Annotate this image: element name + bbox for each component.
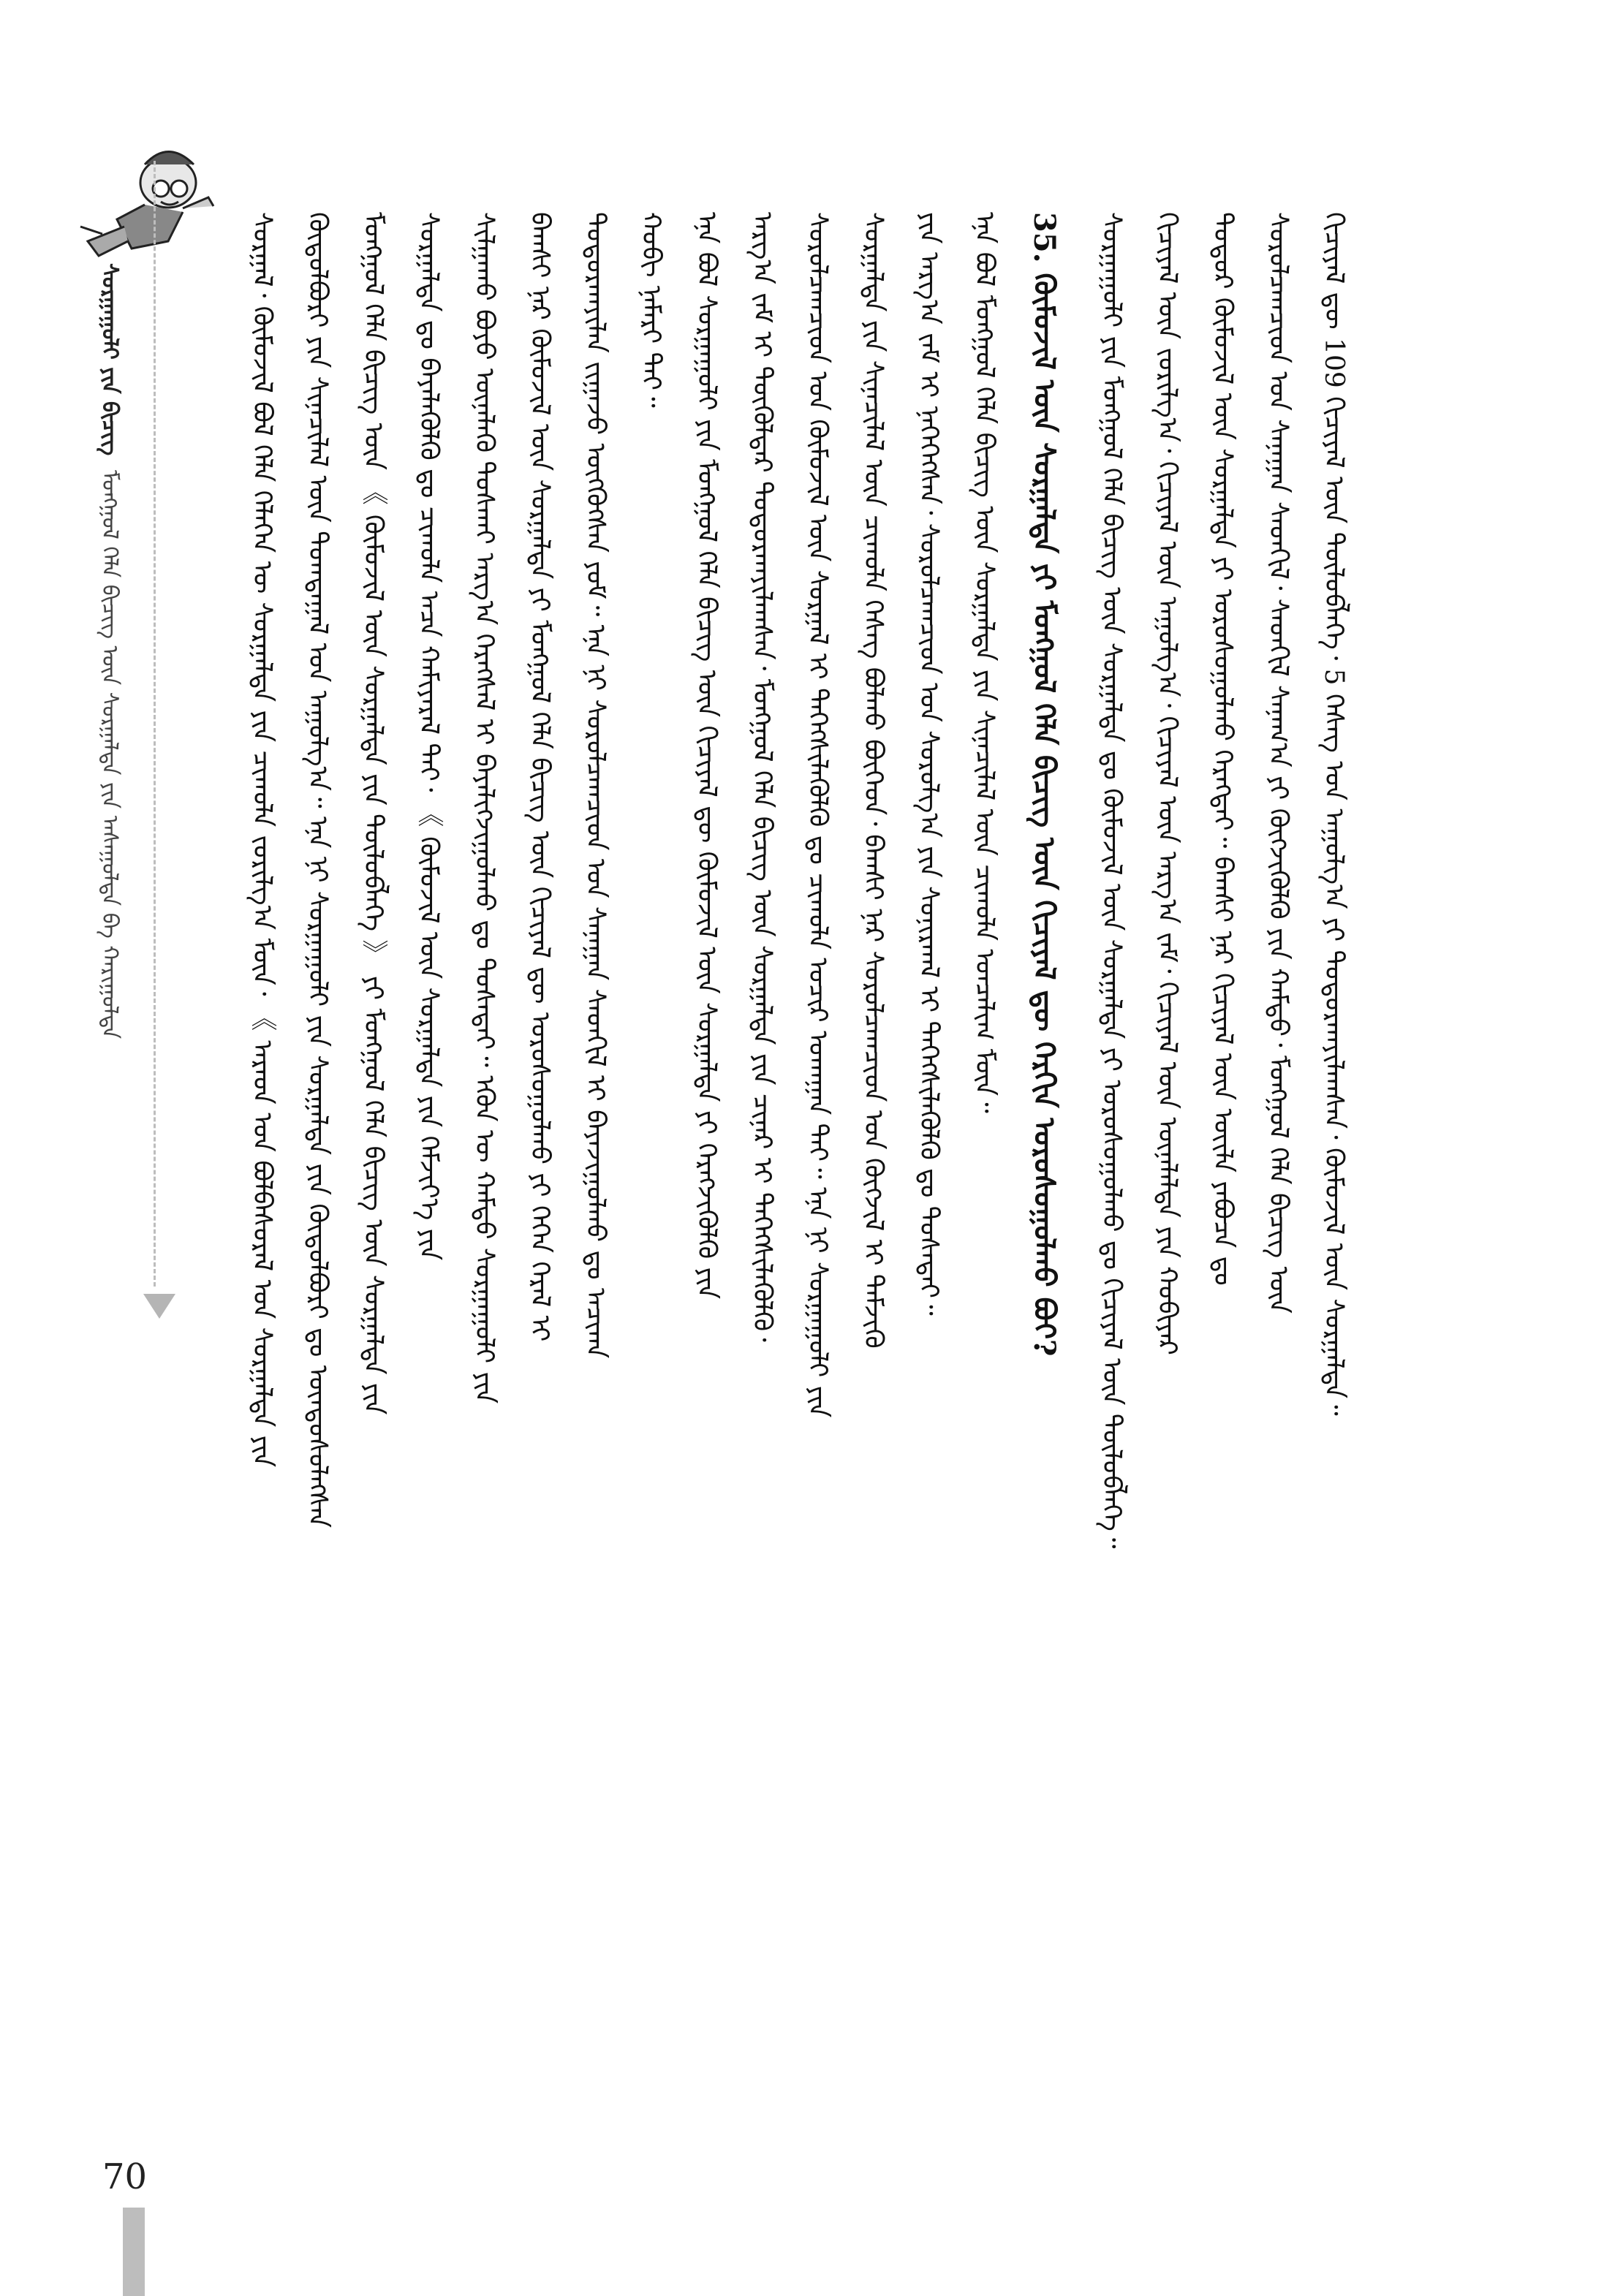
paragraph-1-line-7: ᠲᠣᠳᠤᠷᠬᠠᠶᠢᠯᠠᠨ ᠵᠢᠭᠠᠵᠤ ᠦᠭᠭᠦᠭᠰᠡᠨ ᠶᠤᠮ᠃ ᠡᠨᠡ ᠨᠢ ᠰᠤᠷᠤᠯᠴᠠᠭᠴᠢᠳ ᠤᠨ ᠰᠠᠨᠠᠭᠠᠨ ᠰᠡᠳᠬᠢᠯ ᠢ ᠪᠠᠶᠠᠵᠢᠭᠤᠯᠬᠤ ᠳᠤ ᠠᠴᠢᠬᠠ [580, 212, 610, 1359]
paragraph-1-line-6: ᠪᠠᠭᠰᠢ ᠨᠠᠷ ᠬᠦᠮᠦᠵᠢᠯ ᠦᠨ ᠰᠤᠷᠭᠠᠯᠲᠠ ᠶᠢ ᠮᠣᠩᠭᠣᠯ ᠬᠡᠯᠡ ᠪᠢᠴᠢᠭ ᠦᠨ ᠬᠢᠴᠢᠶᠡᠯ ᠳᠦ ᠤᠷᠤᠰᠤᠭᠤᠯᠬᠤ ᠶᠢ ᠭᠡᠭᠡᠨ ᠭᠡᠷᠡᠯ ᠢ [525, 212, 555, 1342]
paragraph-3-line-2: ᠬᠢᠴᠢᠶᠡᠯ ᠦᠨ ᠵᠣᠷᠢᠯᠭ᠎ᠠ᠂ ᠬᠢᠴᠢᠶᠡᠯ ᠦᠨ ᠠᠭᠤᠯᠭ᠎ᠠ᠂ ᠬᠢᠴᠢᠶᠡᠯ ᠦᠨ ᠠᠷᠭ᠎ᠠ ᠵᠠᠮ᠂ ᠬᠢᠴᠢᠶᠡᠯ ᠦᠨ ᠦᠨᠡᠯᠡᠯᠲᠡ ᠶᠢᠨ ᠬᠤᠪᠢᠶᠠᠷ [1152, 212, 1182, 1355]
page-number: 70 [102, 2156, 148, 2197]
question-heading: 35. ᠬᠦᠮᠦᠵᠢᠯ ᠦᠨ ᠰᠤᠷᠭᠠᠯᠲᠠ ᠶᠢ ᠮᠣᠩᠭᠣᠯ ᠬᠡᠯᠡ ᠪᠢᠴᠢᠭ ᠦᠨ ᠬᠢᠴᠢᠶᠡᠯ ᠳᠦ ᠬᠡᠷᠬᠢᠨ ᠤᠷᠤᠰᠤᠭᠤᠯᠬᠤ ᠪᠤᠢ? [1027, 212, 1062, 1357]
paragraph-1-line-5: ᠰᠢᠯᠭᠠᠬᠤ ᠪᠤᠶᠤ ᠦᠨᠡᠯᠡᠬᠦ ᠲᠤᠰᠬᠠᠢ ᠠᠷᠭ᠎ᠠ ᠬᠡᠷᠡᠭᠰᠡᠯ ᠢ ᠪᠠᠶᠠᠯᠢᠭ᠌ᠵᠢᠭᠤᠯᠬᠤ ᠳᠤ ᠲᠤᠰᠠᠲᠠᠢ᠃ ᠡᠭᠦᠨ ᠦ ᠬᠠᠮᠲᠤ ᠰᠤᠷᠭᠠᠭᠤᠯᠢ ᠶᠢᠨ [469, 212, 499, 1404]
header-title: ᠰᠤᠷᠭᠠᠭᠤᠯᠢ ᠶᠢᠨ ᠪᠢᠴᠢᠭ [97, 263, 123, 456]
running-header [80, 263, 139, 1301]
paragraph-2-line-3: ᠰᠤᠷᠤᠯᠴᠠᠭᠴᠢᠳ ᠤᠨ ᠬᠦᠮᠦᠵᠢᠯ ᠦᠨ ᠰᠤᠷᠭᠠᠯ ᠢ ᠳᠡᠭᠡᠭᠰᠢᠯᠡᠭᠦᠯᠬᠦ ᠳᠤ ᠴᠢᠬᠤᠯᠠ ᠤᠴᠢᠷ ᠤᠬᠠᠭᠠᠨ ᠲᠠᠢ᠃ ᠡᠨᠡ ᠨᠢ ᠰᠤᠷᠭᠠᠭᠤᠯᠢ ᠶᠢᠨ [803, 212, 833, 1418]
paragraph-2-line-1: ᠡᠨᠡ ᠪᠣᠯ ᠰᠤᠷᠭᠠᠭᠤᠯᠢ ᠶᠢᠨ ᠮᠣᠩᠭᠣᠯ ᠬᠡᠯᠡ ᠪᠢᠴᠢᠭ ᠦᠨ ᠬᠢᠴᠢᠶᠡᠯ ᠳᠦ ᠬᠦᠮᠦᠵᠢᠯ ᠦᠨ ᠰᠤᠷᠭᠠᠯᠲᠠ ᠶᠢ ᠬᠡᠷᠡᠭᠵᠢᠭᠦᠯᠬᠦ ᠶᠢᠨ [692, 212, 722, 1300]
paragraph-2-line-2: ᠠᠷᠭ᠎ᠠ ᠵᠠᠮ ᠢ ᠲᠥᠭᠦᠯᠳᠡᠷ ᠲᠣᠳᠤᠷᠬᠠᠶᠢᠯᠠᠭᠰᠠᠨ᠂ ᠮᠣᠩᠭᠣᠯ ᠬᠡᠯᠡ ᠪᠢᠴᠢᠭ ᠦᠨ ᠰᠤᠷᠭᠠᠯᠲᠠ ᠶᠢᠨ ᠴᠢᠨᠠᠷ ᠢ ᠳᠡᠭᠡᠭᠰᠢᠯᠡᠭᠦᠯᠬᠦ᠂ [747, 212, 777, 1342]
page-edge-bar [123, 2208, 145, 2296]
mascot-illustration [58, 132, 227, 278]
paragraph-2-line-4: ᠰᠤᠷᠭᠠᠯᠲᠠ ᠶᠢᠨ ᠰᠢᠨᠡᠴᠢᠯᠡᠯ ᠦᠨ ᠴᠢᠬᠤᠯᠠ ᠬᠡᠰᠡᠭ ᠪᠣᠯᠬᠤ ᠪᠥᠭᠡᠳ᠂ ᠪᠠᠭᠰᠢ ᠨᠠᠷ ᠰᠤᠷᠤᠯᠴᠠᠭᠴᠢᠳ ᠤᠨ ᠬᠥᠭᠵᠢᠯ ᠢ ᠳᠡᠮᠵᠢᠬᠦ [858, 212, 888, 1349]
paragraph-3-line-1: ᠰᠤᠷᠭᠠᠭᠤᠯᠢ ᠶᠢᠨ ᠮᠣᠩᠭᠣᠯ ᠬᠡᠯᠡ ᠪᠢᠴᠢᠭ ᠦᠨ ᠰᠤᠷᠭᠠᠯᠲᠠ ᠳᠤ ᠬᠦᠮᠦᠵᠢᠯ ᠦᠨ ᠰᠤᠷᠭᠠᠯᠲᠠ ᠶᠢ ᠤᠷᠤᠰᠤᠭᠤᠯᠬᠤ ᠳᠤ ᠬᠢᠴᠢᠶᠡᠯ ᠦᠨ ᠲᠥᠯᠥᠪᠯᠡᠭᠡ᠃ [1097, 212, 1127, 1549]
paragraph-3-line-4: ᠰᠤᠷᠤᠯᠴᠠᠭᠴᠢᠳ ᠤᠨ ᠰᠠᠨᠠᠭᠠᠨ ᠰᠡᠳᠬᠢᠯ᠂ ᠰᠡᠳᠬᠢᠯ ᠰᠠᠨᠠᠭ᠎ᠠ ᠶᠢ ᠬᠥᠭᠵᠢᠭᠦᠯᠬᠦ ᠶᠢᠨ ᠬᠠᠮᠲᠤ᠂ ᠮᠣᠩᠭᠣᠯ ᠬᠡᠯᠡ ᠪᠢᠴᠢᠭ ᠦᠨ [1263, 212, 1293, 1314]
paragraph-1-line-8: ᠬᠤᠪᠢ ᠨᠡᠮᠡᠷᠢ ᠲᠠᠢ᠃ [636, 212, 666, 408]
paragraph-3-line-3: ᠳᠣᠲᠣᠷ ᠬᠦᠮᠦᠵᠢᠯ ᠦᠨ ᠰᠤᠷᠭᠠᠯᠲᠠ ᠶᠢ ᠤᠷᠤᠰᠤᠭᠤᠯᠬᠤ ᠬᠡᠷᠡᠭᠲᠡᠢ᠃ ᠪᠠᠭᠰᠢ ᠨᠠᠷ ᠬᠢᠴᠢᠶᠡᠯ ᠦᠨ ᠦᠢᠯᠡ ᠶᠠᠪᠤᠴᠠ ᠳᠤ [1208, 212, 1238, 1286]
paragraph-3-line-5: ᠬᠢᠴᠢᠶᠡᠯ ᠳᠦ 109 ᠬᠢᠴᠢᠶᠡᠯ ᠦᠨ ᠲᠥᠯᠥᠪᠯᠡᠭᠡ᠂ 5 ᠬᠡᠰᠡᠭ ᠤᠨ ᠠᠭᠤᠯᠭ᠎ᠠ ᠶᠢ ᠲᠣᠳᠤᠷᠬᠠᠶᠢᠯᠠᠭᠰᠠᠨ᠂ ᠬᠦᠮᠦᠵᠢᠯ ᠦᠨ ᠰᠤᠷᠭᠠᠯᠲᠠ᠃ [1319, 212, 1349, 1416]
paragraph-1-line-4: ᠰᠤᠷᠭᠠᠯᠲᠠ ᠳᠤ ᠪᠡᠶᠡᠯᠡᠭᠦᠯᠬᠦ ᠳᠤ ᠴᠢᠬᠤᠯᠠ ᠠᠴᠠ ᠬᠠᠮᠢᠶᠠᠷᠠᠯ ᠲᠠᠢ᠂ 《 ᠬᠦᠮᠦᠵᠢᠯ ᠦᠨ ᠰᠤᠷᠭᠠᠯᠲᠠ ᠶᠢᠨ ᠬᠡᠮᠵᠢᠶ᠎ᠡ ᠶᠢᠨ [414, 212, 444, 1261]
paragraph-1-line-3: ᠮᠣᠩᠭᠣᠯ ᠬᠡᠯᠡ ᠪᠢᠴᠢᠭ ᠦᠨ 《 ᠬᠦᠮᠦᠵᠢᠯ ᠦᠨ ᠰᠤᠷᠭᠠᠯᠲᠠ ᠶᠢᠨ ᠲᠥᠯᠥᠪᠯᠡᠭᠡ 》 ᠶᠢ ᠮᠣᠩᠭᠣᠯ ᠬᠡᠯᠡ ᠪᠢᠴᠢᠭ ᠦᠨ ᠰᠤᠷᠭᠠᠯᠲᠠ ᠶᠢᠨ [358, 212, 388, 1415]
paragraph-2-line-6: ᠡᠨᠡ ᠪᠣᠯ ᠮᠣᠩᠭᠣᠯ ᠬᠡᠯᠡ ᠪᠢᠴᠢᠭ ᠦᠨ ᠰᠤᠷᠭᠠᠯᠲᠠ ᠶᠢᠨ ᠰᠢᠨᠡᠴᠢᠯᠡᠯ ᠦᠨ ᠴᠢᠬᠤᠯᠠ ᠣᠨᠴᠠᠯᠢᠭ ᠮᠥᠨ᠃ [969, 212, 999, 1113]
paragraph-1-line-1: ᠰᠤᠷᠭᠠᠯ᠂ ᠬᠦᠮᠦᠵᠢᠯ ᠪᠣᠯ ᠬᠡᠯᠡ ᠬᠡᠯᠡᠭᠡᠨ ᠦ ᠰᠤᠷᠭᠠᠯᠲᠠ ᠶᠢᠨ ᠴᠢᠬᠤᠯᠠ ᠵᠣᠷᠢᠯᠭ᠎ᠠ ᠮᠥᠨ᠂ 《 ᠠᠷᠠᠳ ᠤᠨ ᠪᠣᠯᠪᠠᠰᠤᠷᠠᠯ ᠤᠨ ᠰᠤᠷᠭᠠᠯᠲᠠ ᠶᠢᠨ [247, 212, 277, 1468]
header-divider [154, 161, 156, 1287]
header-subtitle: ᠮᠣᠩᠭᠣᠯ ᠬᠡᠯᠡ ᠪᠢᠴᠢᠭ ᠦᠨ ᠰᠤᠷᠭᠠᠯᠲᠠ ᠶᠢᠨ ᠠᠰᠠᠭᠤᠯᠲᠠ ᠪᠠ ᠬᠠᠷᠢᠭᠤᠯᠲᠠ [97, 470, 123, 1039]
header-arrow-icon [143, 1294, 175, 1319]
paragraph-1-line-2: ᠬᠥᠲᠦᠯᠪᠦᠷᠢ ᠶᠢᠨ ᠰᠢᠨᠡᠴᠢᠯᠡᠯ ᠦᠨ ᠲᠣᠭᠲᠠᠭᠠᠯ ᠤᠨ ᠠᠭᠤᠯᠭ᠎ᠠ᠃ ᠡᠨᠡ ᠨᠢ ᠰᠤᠷᠭᠠᠭᠤᠯᠢ ᠶᠢᠨ ᠰᠤᠷᠭᠠᠯᠲᠠ ᠶᠢᠨ ᠬᠥᠲᠦᠯᠪᠦᠷᠢ ᠳᠤ ᠦᠨᠳᠦᠰᠦᠯᠡᠭᠰᠡᠨ [303, 212, 333, 1528]
paragraph-2-line-5: ᠶᠢᠨ ᠠᠷᠭ᠎ᠠ ᠵᠠᠮ ᠢ ᠨᠡᠭᠡᠭᠡᠭᠰᠡᠨ᠂ ᠰᠤᠷᠤᠯᠴᠠᠭᠴᠢᠳ ᠤᠨ ᠰᠤᠷᠤᠯᠭ᠎ᠠ ᠶᠢᠨ ᠰᠣᠨᠢᠷᠬᠠᠯ ᠢ ᠳᠡᠭᠡᠭᠰᠢᠯᠡᠭᠦᠯᠬᠦ ᠳᠤ ᠲᠤᠰᠠᠲᠠᠢ᠃ [914, 212, 944, 1316]
